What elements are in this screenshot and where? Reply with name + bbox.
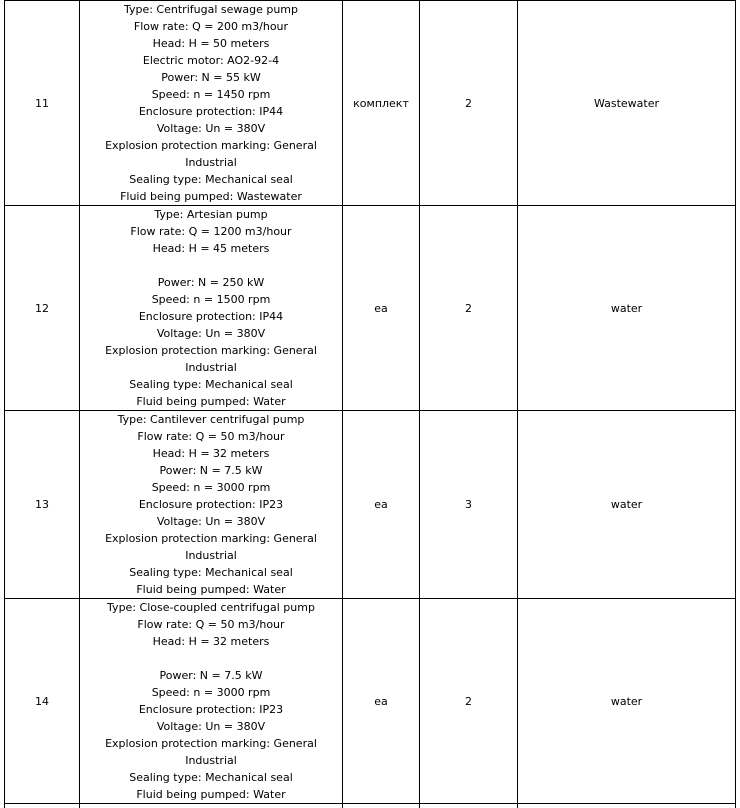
spec-line: Enclosure protection: IP44 [138,310,284,323]
table-row [5,1,736,206]
spec-line: Industrial [185,549,237,562]
unit-cell: ea [343,206,420,411]
spec-line: Flow rate: Q = 50 m3/hour [137,618,285,631]
spec-line: Electric motor: AO2-92-4 [142,54,280,67]
empty-cell [420,804,518,808]
spec-line: Explosion protection marking: General [105,737,317,750]
spec-line: Sealing type: Mechanical seal [129,378,293,391]
spec-line: Voltage: Un = 380V [156,327,266,340]
spec-line [80,257,342,274]
spec-line: Fluid being pumped: Water [136,395,286,408]
fluid-cell: water [518,411,736,599]
quantity-cell: 3 [420,411,518,599]
spec-line: Speed: n = 3000 rpm [151,481,271,494]
spec-line: Voltage: Un = 380V [156,720,266,733]
spec-line: Industrial [185,156,237,169]
spec-line: Head: H = 32 meters [152,447,270,460]
specification-cell [80,411,343,599]
table-row-partial [5,804,736,808]
item-number-cell: 11 [5,1,80,206]
spec-line: Voltage: Un = 380V [156,122,266,135]
spec-line: Fluid being pumped: Wastewater [120,190,302,203]
item-number-cell: 13 [5,411,80,599]
unit-cell: ea [343,411,420,599]
empty-cell [80,804,343,808]
spec-line: Enclosure protection: IP44 [138,105,284,118]
spec-line: Power: N = 250 kW [157,276,265,289]
specification-cell [80,206,343,411]
quantity-cell: 2 [420,599,518,804]
spec-line: Sealing type: Mechanical seal [129,771,293,784]
quantity-cell: 2 [420,1,518,206]
empty-cell [518,804,736,808]
spec-line: Fluid being pumped: Water [136,583,286,596]
specification-cell [80,1,343,206]
table-row [5,599,736,804]
item-number-cell: 14 [5,599,80,804]
spec-line: Head: H = 45 meters [152,242,270,255]
table-row [5,206,736,411]
spec-line: Sealing type: Mechanical seal [129,566,293,579]
spec-line: Speed: n = 1500 rpm [151,293,271,306]
spec-line: Explosion protection marking: General [105,344,317,357]
spec-line: Flow rate: Q = 1200 m3/hour [130,225,292,238]
fluid-cell: water [518,599,736,804]
empty-cell [5,804,80,808]
spec-line: Sealing type: Mechanical seal [129,173,293,186]
spec-line [80,650,342,667]
spec-line: Power: N = 7.5 kW [159,669,263,682]
spec-line: Explosion protection marking: General [105,532,317,545]
spec-line: Industrial [185,361,237,374]
spec-line: Voltage: Un = 380V [156,515,266,528]
spec-line: Head: H = 32 meters [152,635,270,648]
spec-line: Fluid being pumped: Water [136,788,286,801]
spec-line: Industrial [185,754,237,767]
unit-cell: ea [343,599,420,804]
spec-line: Flow rate: Q = 50 m3/hour [137,430,285,443]
spec-line: Power: N = 55 kW [161,71,261,84]
unit-cell: комплект [343,1,420,206]
fluid-cell: Wastewater [518,1,736,206]
spec-line: Head: H = 50 meters [152,37,270,50]
item-number-cell: 12 [5,206,80,411]
spec-line: Speed: n = 3000 rpm [151,686,271,699]
table-row [5,411,736,599]
equipment-table [4,0,736,808]
spec-line: Type: Cantilever centrifugal pump [117,413,305,426]
spec-line: Flow rate: Q = 200 m3/hour [133,20,289,33]
fluid-cell: water [518,206,736,411]
spec-line: Type: Close-coupled centrifugal pump [107,601,315,614]
spec-line: Power: N = 7.5 kW [159,464,263,477]
specification-cell [80,599,343,804]
spec-line: Type: Centrifugal sewage pump [123,3,299,16]
spec-line: Explosion protection marking: General [105,139,317,152]
quantity-cell: 2 [420,206,518,411]
spec-line: Enclosure protection: IP23 [138,498,284,511]
spec-line: Type: Artesian pump [154,208,268,221]
empty-cell [343,804,420,808]
spec-line: Speed: n = 1450 rpm [151,88,271,101]
spec-line: Enclosure protection: IP23 [138,703,284,716]
